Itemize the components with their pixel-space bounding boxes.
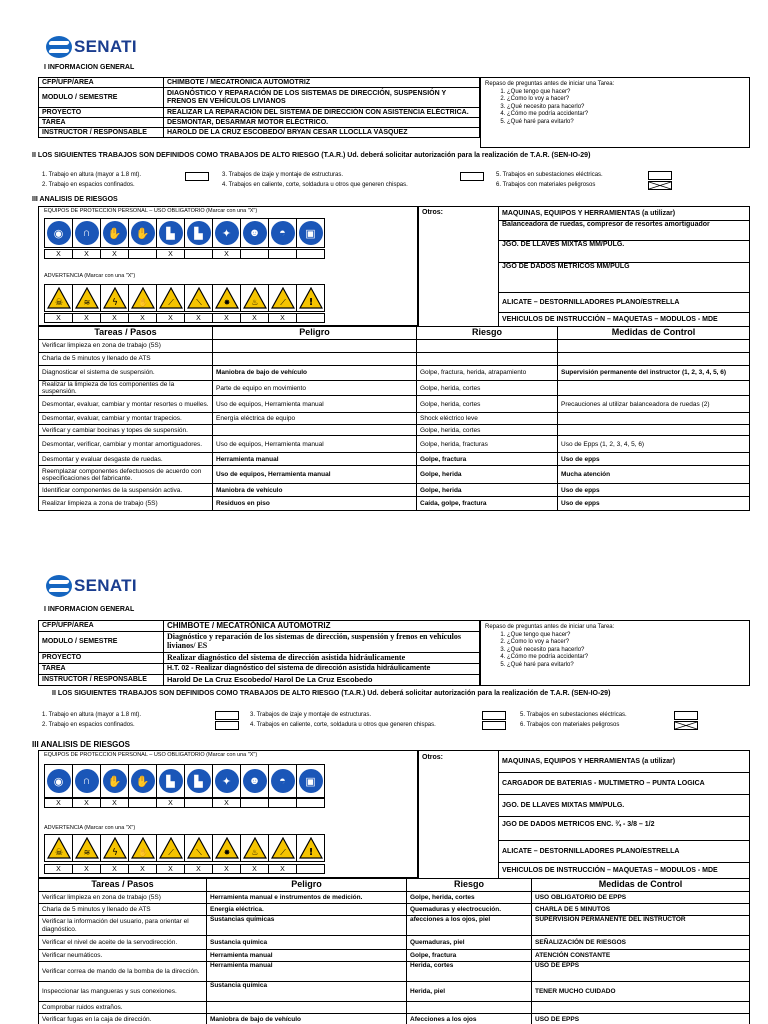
- table-cell: Energía eléctrica.: [207, 904, 407, 916]
- svg-text:☠: ☠: [54, 848, 63, 858]
- hand-protection-icon: ✋: [131, 769, 155, 793]
- table-row: [39, 497, 750, 511]
- table-cell: Golpe, fractura: [417, 453, 558, 466]
- epp-cell: [44, 764, 73, 798]
- trip-warning-icon: [187, 837, 211, 859]
- table-cell: Energía eléctrica de equipo: [213, 413, 417, 425]
- table-cell: Reemplazar componentes defectuosos de acuerdo con especificaciones del fabricante.: [39, 466, 213, 484]
- tar-2: 2. Trabajo en espacios confinados.: [42, 182, 135, 188]
- table-row: [39, 962, 750, 982]
- epp-label: EQUIPOS DE PROTECCION PERSONAL – USO OBLIGATORIO (Marcar con una "X"): [44, 208, 258, 214]
- rubber-boots-icon: ▙: [187, 769, 211, 793]
- warning-icons: [44, 834, 324, 862]
- trip-warning-icon: [187, 287, 211, 309]
- equipment-table: Otros: MAQUINAS, EQUIPOS Y HERRAMIENTAS (a utilizar) Balanceadora de ruedas, compresor de resortes amortiguador JGO. DE LLAVES MIXTAS MM/PULG. JGO DE DADOS METRICOS MM/PULG ALICATE – DESTORNILLADORES PLANO/ESTRELLA VEHICULOS DE INSTRUCCIÓN – MAQUETAS – MODULOS - MDE: [418, 206, 750, 327]
- svg-text:⟋: ⟋: [167, 848, 174, 857]
- table-cell: Verificar limpieza en zona de trabajo (5S): [39, 340, 213, 353]
- coverall-icon: ✦: [215, 769, 239, 793]
- epp-cell: [128, 218, 157, 248]
- epp-cell: [184, 218, 213, 248]
- warn-cell: [72, 834, 101, 862]
- epp-cell: [184, 764, 213, 798]
- epp-cell: [296, 764, 325, 798]
- table-row: [39, 396, 750, 413]
- risk-table: Tareas / Pasos Peligro Riesgo Medidas de Control Verificar limpieza en zona de trabajo (5S) Charla de 5 minutos y llenado de ATS Diagnosticar el sistema de suspensión. Maniobra de bajo de vehículo Golpe, fractura, herida, atrapamiento Supervisión permanente del instructor (1, 2, 3, 4, 5, 6) Realizar la limpieza de los componentes de la suspensión. Parte de equipo en movimiento Golpe, herida, cortes Desmontar, evaluar, cambiar y montar resortes o muelles. Uso de equipos, Herramienta manual Golpe, herida, cortes Precauciones al utilizar balanceadora de ruedas (2) Desmontar, evaluar, cambiar y montar trapecios. Energía eléctrica de equipo Shock eléctrico leve Verificar y cambiar bocinas y topes de suspensión. Golpe, herida, cortes Desmontar, verificar, cambiar y montar amortiguadores. Uso de equipos, Herramienta manual Golpe, herida, fracturas Uso de Epps (1, 2, 3, 4, 5, 6) Desmontar y evaluar desgaste de ruedas. Herramienta manual Golpe, fractura Uso de epps Reemplazar componentes defectuosos de acuerdo con especificaciones del fabricante. Uso de equipos, Herramienta manual Golpe, herida Mucha atención Identificar componentes de la suspensión activa. Maniobra de vehículo Golpe, herida Uso de epps Realizar limpieza a zona de trabajo (5S) Residuos en piso Caída, golpe, fractura Uso de epps: [38, 326, 750, 511]
- svg-text:♨: ♨: [250, 848, 259, 857]
- epp-icons: [44, 218, 324, 248]
- section-2-title: II LOS SIGUIENTES TRABAJOS SON DEFINIDOS COMO TRABAJOS DE ALTO RIESGO (T.A.R.) Ud. deberá solicitar autorización para la realización de T.A.R. (SEN-IO-29): [52, 690, 611, 697]
- table-cell: [417, 340, 558, 353]
- slip-warning-icon: [159, 287, 183, 309]
- table-cell: afecciones a los ojos, piel: [407, 916, 532, 936]
- svg-text:✋: ✋: [137, 848, 148, 857]
- flammable-warning-icon: [243, 287, 267, 309]
- warn-cell: [156, 284, 185, 312]
- warn-cell: [184, 284, 213, 312]
- table-row: [39, 982, 750, 1002]
- epp-cell: [268, 764, 297, 798]
- table-cell: [207, 1002, 407, 1014]
- tar-checkbox-c[interactable]: [674, 711, 698, 720]
- table-cell: [558, 381, 750, 396]
- table-cell: USO DE EPPS: [532, 962, 750, 982]
- cross-mark-icon: [649, 182, 671, 189]
- table-row: [39, 1014, 750, 1024]
- table-cell: Charla de 5 minutos y llenado de ATS: [39, 904, 207, 916]
- tar-checkbox-a2[interactable]: [215, 721, 239, 730]
- table-cell: Sustancia química: [207, 936, 407, 950]
- table-cell: Diagnosticar el sistema de suspensión.: [39, 366, 213, 381]
- svg-text:!: !: [308, 297, 313, 308]
- table-cell: Golpe, herida, cortes: [417, 396, 558, 413]
- table-cell: Uso de epps: [558, 497, 750, 511]
- epp-cell: [100, 764, 129, 798]
- hot-surface-warning-icon: [75, 837, 99, 859]
- table-cell: Uso de epps: [558, 484, 750, 497]
- table-cell: Sustancia química: [207, 982, 407, 1002]
- table-cell: Herida, cortes: [407, 962, 532, 982]
- warn-cell: [44, 284, 73, 312]
- svg-text:!: !: [308, 847, 313, 858]
- warn-cell: [156, 834, 185, 862]
- safety-boots-icon: ▙: [159, 769, 183, 793]
- toxic-warning-icon: [47, 837, 71, 859]
- tar-5: 5. Trabajos en subestaciones eléctricas.: [496, 172, 603, 178]
- helmet-icon: ◓: [271, 769, 295, 793]
- epp-icons: [44, 764, 324, 798]
- epp-cell: [72, 764, 101, 798]
- table-cell: Golpe, herida, cortes: [417, 425, 558, 436]
- svg-text:⟍: ⟍: [195, 298, 202, 307]
- flammable-warning-icon: [243, 837, 267, 859]
- section-3-title: III ANALISIS DE RIESGOS: [32, 196, 118, 203]
- svg-text:✸: ✸: [223, 298, 230, 307]
- table-cell: Realizar limpieza a zona de trabajo (5S): [39, 497, 213, 511]
- epp-cell: [240, 764, 269, 798]
- warn-cell: [268, 284, 297, 312]
- table-cell: [558, 413, 750, 425]
- advertencia-label: ADVERTENCIA (Marcar con una "X"): [44, 273, 136, 279]
- epp-cell: [296, 218, 325, 248]
- sharp-tool-warning-icon: [271, 837, 295, 859]
- warning-icons: [44, 284, 324, 312]
- svg-text:✋: ✋: [137, 298, 148, 307]
- epp-cell: [44, 218, 73, 248]
- table-cell: ATENCIÓN CONSTANTE: [532, 950, 750, 962]
- table-row: [39, 453, 750, 466]
- tar-1: 1. Trabajo en altura (mayor a 1.8 mt).: [42, 712, 142, 718]
- table-cell: [558, 340, 750, 353]
- table-cell: Verificar la información del usuario, para orientar el diagnóstico.: [39, 916, 207, 936]
- tar-checkbox-crossed[interactable]: [674, 721, 698, 730]
- crushing-warning-icon: [131, 287, 155, 309]
- table-cell: Desmontar, evaluar, cambiar y montar resortes o muelles.: [39, 396, 213, 413]
- respirator-icon: ☻: [243, 769, 267, 793]
- warn-cell: [296, 834, 325, 862]
- slip-warning-icon: [159, 837, 183, 859]
- table-cell: Quemaduras y electrocución.: [407, 904, 532, 916]
- table-cell: Verificar neumáticos.: [39, 950, 207, 962]
- rubber-boots-icon: ▙: [187, 221, 211, 245]
- epp-cell: [156, 764, 185, 798]
- table-row: [39, 1002, 750, 1014]
- section-2-title: II LOS SIGUIENTES TRABAJOS SON DEFINIDOS COMO TRABAJOS DE ALTO RIESGO (T.A.R.) Ud. deberá solicitar autorización para la realización de T.A.R. (SEN-IO-29): [32, 152, 591, 159]
- gloves-icon: ✋: [103, 221, 127, 245]
- table-cell: Identificar componentes de la suspensión activa.: [39, 484, 213, 497]
- table-row: [39, 353, 750, 366]
- warn-cell: [212, 834, 241, 862]
- table-cell: Afecciones a los ojos: [407, 1014, 532, 1024]
- table-cell: Golpe, herida, cortes: [407, 892, 532, 904]
- svg-text:⟍: ⟍: [195, 848, 202, 857]
- senati-logo: [46, 575, 137, 597]
- epp-cell: [100, 218, 129, 248]
- table-cell: [558, 353, 750, 366]
- tar-4: 4. Trabajos en caliente, corte, soldadura u otros que generen chispas.: [222, 182, 408, 188]
- face-shield-icon: ◉: [47, 769, 71, 793]
- table-row: [39, 904, 750, 916]
- tar-4: 4. Trabajos en caliente, corte, soldadura u otros que generen chispas.: [250, 722, 436, 728]
- table-cell: Golpe, herida, cortes: [417, 381, 558, 396]
- tar-checkbox-b[interactable]: [460, 172, 484, 181]
- table-cell: Uso de Epps (1, 2, 3, 4, 5, 6): [558, 436, 750, 453]
- senati-logo-icon: [46, 36, 72, 58]
- warn-cell: [128, 284, 157, 312]
- warn-cell: [128, 834, 157, 862]
- svg-text:⟋: ⟋: [167, 298, 174, 307]
- table-cell: Golpe, herida, fracturas: [417, 436, 558, 453]
- toxic-warning-icon: [47, 287, 71, 309]
- crushing-warning-icon: [131, 837, 155, 859]
- table-cell: [558, 425, 750, 436]
- table-cell: Uso de equipos, Herramienta manual: [213, 436, 417, 453]
- table-cell: Caída, golpe, fractura: [417, 497, 558, 511]
- table-cell: Desmontar, evaluar, cambiar y montar trapecios.: [39, 413, 213, 425]
- table-cell: Verificar correa de mando de la bomba de la dirección.: [39, 962, 207, 982]
- hand-protection-icon: ✋: [131, 221, 155, 245]
- svg-text:♨: ♨: [250, 298, 259, 307]
- general-warning-icon: [299, 287, 323, 309]
- tar-6: 6. Trabajos con materiales peligrosos: [520, 722, 620, 728]
- table-row: [39, 366, 750, 381]
- table-cell: Inspeccionar las mangueras y sus conexiones.: [39, 982, 207, 1002]
- warn-cell: [212, 284, 241, 312]
- table-cell: Charla de 5 minutos y llenado de ATS: [39, 353, 213, 366]
- table-cell: [407, 1002, 532, 1014]
- warn-cell: [268, 834, 297, 862]
- safety-boots-icon: ▙: [159, 221, 183, 245]
- svg-text:ϟ: ϟ: [111, 298, 118, 308]
- general-info-table: CFP/UFP/AREA CHIMBOTE / MECATRÓNICA AUTOMOTRIZ MODULO / SEMESTRE Diagnóstico y reparación de los sistemas de dirección, suspensión y frenos en vehículos livianos/ ES PROYECTO Realizar diagnóstico del sistema de dirección asistida hidráulicamente TAREA H.T. 02 - Realizar diagnóstico del sistema de dirección asistida hidráulicamente INSTRUCTOR / RESPONSABLE Harold De La Cruz Escobedo/ Harol De La Cruz Escobedo: [38, 620, 480, 686]
- advertencia-marks: X X X X X X X X X: [44, 313, 324, 323]
- table-cell: Desmontar, verificar, cambiar y montar amortiguadores.: [39, 436, 213, 453]
- svg-text:☠: ☠: [54, 298, 63, 308]
- pre-task-questions: Repaso de preguntas antes de iniciar una Tarea: 1. ¿Que tengo que hacer? 2. ¿Como lo voy a hacer? 3. ¿Qué necesito para hacerlo? 4. ¿Cómo me podría accidentar? 5. ¿Qué haré para evitarlo?: [480, 620, 750, 686]
- svg-text:⟋: ⟋: [279, 298, 286, 307]
- tar-checkbox-b2[interactable]: [482, 721, 506, 730]
- warn-cell: [240, 284, 269, 312]
- table-cell: [417, 353, 558, 366]
- epp-cell: [240, 218, 269, 248]
- table-cell: Verificar limpieza en zona de trabajo (5S): [39, 892, 207, 904]
- table-cell: Verificar fugas en la caja de dirección.: [39, 1014, 207, 1024]
- tar-checkbox-crossed[interactable]: [648, 181, 672, 190]
- warn-cell: [296, 284, 325, 312]
- face-shield-icon: ◉: [47, 221, 71, 245]
- epp-cell: [72, 218, 101, 248]
- table-cell: Desmontar y evaluar desgaste de ruedas.: [39, 453, 213, 466]
- section-1-title: I INFORMACION GENERAL: [44, 606, 135, 613]
- svg-text:ϟ: ϟ: [111, 848, 118, 858]
- sharp-tool-warning-icon: [271, 287, 295, 309]
- table-row: [39, 950, 750, 962]
- table-cell: Golpe, fractura, herida, atrapamiento: [417, 366, 558, 381]
- welding-mask-icon: ▣: [299, 221, 323, 245]
- explosive-warning-icon: [215, 837, 239, 859]
- table-cell: Verificar y cambiar bocinas y topes de suspensión.: [39, 425, 213, 436]
- tar-3: 3. Trabajos de izaje y montaje de estructuras.: [250, 712, 372, 718]
- tar-checkbox-c[interactable]: [648, 171, 672, 180]
- table-cell: [532, 1002, 750, 1014]
- table-row: [39, 381, 750, 396]
- table-cell: [213, 353, 417, 366]
- ear-protection-icon: ∩: [75, 769, 99, 793]
- electrical-warning-icon: [103, 287, 127, 309]
- epp-cell: [128, 764, 157, 798]
- table-cell: Herramienta manual e instrumentos de medición.: [207, 892, 407, 904]
- table-cell: TENER MUCHO CUIDADO: [532, 982, 750, 1002]
- ear-protection-icon: ∩: [75, 221, 99, 245]
- epp-cell: [156, 218, 185, 248]
- warn-cell: [240, 834, 269, 862]
- table-cell: SEÑALIZACIÓN DE RIESGOS: [532, 936, 750, 950]
- table-cell: Residuos en piso: [213, 497, 417, 511]
- senati-logo-icon: [46, 575, 72, 597]
- table-cell: Quemaduras, piel: [407, 936, 532, 950]
- table-row: [39, 916, 750, 936]
- table-cell: CHARLA DE 5 MINUTOS: [532, 904, 750, 916]
- table-cell: USO OBLIGATORIO DE EPPS: [532, 892, 750, 904]
- tar-checkbox-a[interactable]: [185, 172, 209, 181]
- table-cell: Uso de equipos, Herramienta manual: [213, 466, 417, 484]
- table-cell: Supervisión permanente del instructor (1, 2, 3, 4, 5, 6): [558, 366, 750, 381]
- svg-text:✸: ✸: [223, 848, 230, 857]
- table-cell: Parte de equipo en movimiento: [213, 381, 417, 396]
- tar-6: 6. Trabajos con materiales peligrosos: [496, 182, 596, 188]
- svg-text:≋: ≋: [83, 298, 90, 307]
- gloves-icon: ✋: [103, 769, 127, 793]
- tar-5: 5. Trabajos en subestaciones eléctricas.: [520, 712, 627, 718]
- respirator-icon: ☻: [243, 221, 267, 245]
- table-row: [39, 413, 750, 425]
- pre-task-questions: Repaso de preguntas antes de iniciar una Tarea: 1. ¿Que tengo que hacer? 2. ¿Como lo voy a hacer? 3. ¿Qué necesito para hacerlo? 4. ¿Cómo me podría accidentar? 5. ¿Qué haré para evitarlo?: [480, 77, 750, 148]
- table-cell: Uso de equipos, Herramienta manual: [213, 396, 417, 413]
- warn-cell: [100, 284, 129, 312]
- general-warning-icon: [299, 837, 323, 859]
- epp-cell: [268, 218, 297, 248]
- coverall-icon: ✦: [215, 221, 239, 245]
- table-row: [39, 436, 750, 453]
- table-cell: Realizar la limpieza de los componentes de la suspensión.: [39, 381, 213, 396]
- table-cell: [213, 340, 417, 353]
- brand-name: SENATI: [74, 576, 137, 595]
- epp-marks: X X X X X: [44, 249, 324, 259]
- tar-3: 3. Trabajos de izaje y montaje de estructuras.: [222, 172, 344, 178]
- helmet-icon: ◓: [271, 221, 295, 245]
- warn-cell: [44, 834, 73, 862]
- table-row: [39, 425, 750, 436]
- table-cell: Herramienta manual: [207, 950, 407, 962]
- advertencia-label: ADVERTENCIA (Marcar con una "X"): [44, 825, 136, 831]
- electrical-warning-icon: [103, 837, 127, 859]
- epp-label: EQUIPOS DE PROTECCION PERSONAL – USO OBLIGATORIO (Marcar con una "X"): [44, 752, 258, 758]
- risk-table: Tareas / Pasos Peligro Riesgo Medidas de Control Verificar limpieza en zona de trabajo (5S) Herramienta manual e instrumentos de medición. Golpe, herida, cortes USO OBLIGATORIO DE EPPS Charla de 5 minutos y llenado de ATS Energía eléctrica. Quemaduras y electrocución. CHARLA DE 5 MINUTOS Verificar la información del usuario, para orientar el diagnóstico. Sustancias químicas afecciones a los ojos, piel SUPERVISIÓN PERMANENTE DEL INSTRUCTOR Verificar el nivel de aceite de la servodirección. Sustancia química Quemaduras, piel SEÑALIZACIÓN DE RIESGOS Verificar neumáticos. Herramienta manual Golpe, fractura ATENCIÓN CONSTANTE Verificar correa de mando de la bomba de la dirección. Herramienta manual Herida, cortes USO DE EPPS Inspeccionar las mangueras y sus conexiones. Sustancia química Herida, piel TENER MUCHO CUIDADO Comprobar ruidos extraños. Verificar fugas en la caja de dirección. Maniobra de bajo de vehículo Afecciones a los ojos USO DE EPPS: [38, 878, 750, 1024]
- table-cell: Herida, piel: [407, 982, 532, 1002]
- tar-1: 1. Trabajo en altura (mayor a 1.8 mt).: [42, 172, 142, 178]
- table-cell: Maniobra de bajo de vehículo: [213, 366, 417, 381]
- table-cell: SUPERVISIÓN PERMANENTE DEL INSTRUCTOR: [532, 916, 750, 936]
- table-row: [39, 484, 750, 497]
- table-row: [39, 466, 750, 484]
- table-cell: Sustancias químicas: [207, 916, 407, 936]
- table-cell: Uso de epps: [558, 453, 750, 466]
- warn-cell: [100, 834, 129, 862]
- section-1-title: I INFORMACION GENERAL: [44, 64, 135, 71]
- section-3-title: III ANALISIS DE RIESGOS: [32, 740, 130, 749]
- svg-text:⟋: ⟋: [279, 848, 286, 857]
- table-cell: Comprobar ruidos extraños.: [39, 1002, 207, 1014]
- table-cell: Shock eléctrico leve: [417, 413, 558, 425]
- epp-cell: [212, 764, 241, 798]
- table-cell: Maniobra de vehículo: [213, 484, 417, 497]
- table-cell: Maniobra de bajo de vehículo: [207, 1014, 407, 1024]
- hot-surface-warning-icon: [75, 287, 99, 309]
- svg-text:≋: ≋: [83, 848, 90, 857]
- brand-name: SENATI: [74, 37, 137, 56]
- warn-cell: [72, 284, 101, 312]
- cross-mark-icon: [675, 722, 697, 729]
- epp-cell: [212, 218, 241, 248]
- general-info-table: CFP/UFP/AREA CHIMBOTE / MECATRÓNICA AUTOMOTRIZ MODULO / SEMESTRE DIAGNÓSTICO Y REPARACIÓN DE LOS SISTEMAS DE DIRECCIÓN, SUSPENSIÓN Y FRENOS EN VEHÍCULOS LIVIANOS PROYECTO REALIZAR LA REPARACIÓN DEL SISTEMA DE DIRECCIÓN CON ASISTENCIA ELÉCTRICA. TAREA DESMONTAR, DESARMAR MOTOR ELÉCTRICO. INSTRUCTOR / RESPONSABLE HAROLD DE LA CRUZ ESCOBEDO/ BRYAN CESAR LLOCLLA VÁSQUEZ: [38, 77, 480, 138]
- welding-mask-icon: ▣: [299, 769, 323, 793]
- table-cell: Golpe, fractura: [407, 950, 532, 962]
- table-row: [39, 892, 750, 904]
- tar-checkbox-b[interactable]: [482, 711, 506, 720]
- table-cell: Verificar el nivel de aceite de la servodirección.: [39, 936, 207, 950]
- table-cell: Golpe, herida: [417, 466, 558, 484]
- table-cell: Herramienta manual: [207, 962, 407, 982]
- table-cell: USO DE EPPS: [532, 1014, 750, 1024]
- table-cell: Herramienta manual: [213, 453, 417, 466]
- epp-marks: X X X X X: [44, 798, 324, 808]
- table-cell: Precauciones al utilizar balanceadora de ruedas (2): [558, 396, 750, 413]
- explosive-warning-icon: [215, 287, 239, 309]
- tar-2: 2. Trabajo en espacios confinados.: [42, 722, 135, 728]
- tar-checkbox-a[interactable]: [215, 711, 239, 720]
- advertencia-marks: X X X X X X X X X: [44, 864, 324, 874]
- table-cell: Mucha atención: [558, 466, 750, 484]
- table-cell: Golpe, herida: [417, 484, 558, 497]
- warn-cell: [184, 834, 213, 862]
- table-row: [39, 936, 750, 950]
- senati-logo: [46, 36, 137, 58]
- table-cell: [213, 425, 417, 436]
- table-row: [39, 340, 750, 353]
- equipment-table: Otros: MAQUINAS, EQUIPOS Y HERRAMIENTAS (a utilizar) CARGADOR DE BATERIAS - MULTIMETRO – PUNTA LOGICA JGO. DE LLAVES MIXTAS MM/PULG. JGO DE DADOS METRICOS ENC. ¾ - 3/8 – 1/2 ALICATE – DESTORNILLADORES PLANO/ESTRELLA VEHICULOS DE INSTRUCCIÓN – MAQUETAS – MODULOS - MDE: [418, 750, 750, 879]
